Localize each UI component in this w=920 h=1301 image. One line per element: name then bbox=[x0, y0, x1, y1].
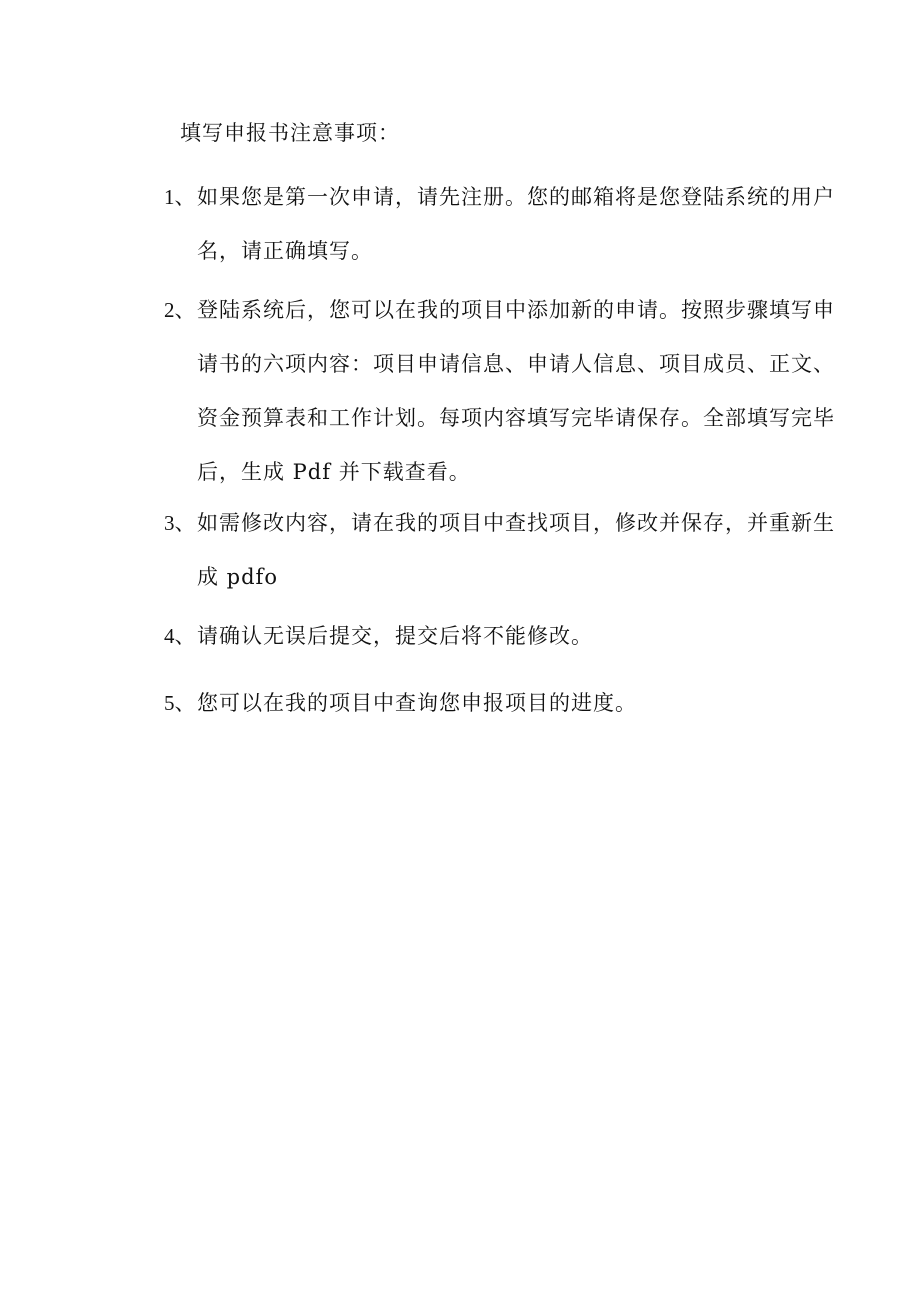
list-item bbox=[164, 676, 784, 730]
list-item-text bbox=[197, 609, 784, 663]
list-item bbox=[164, 283, 835, 499]
list-item-number: 5、 bbox=[164, 691, 196, 715]
list-item-line: 资金预算表和工作计划。每项内容填写完毕请保存。全部填写完毕 bbox=[197, 406, 835, 430]
list-item-line: 后，生成 Pdf 并下载查看。 bbox=[197, 460, 471, 484]
list-item-line: 如果您是第一次申请，请先注册。您的邮箱将是您登陆系统的用户 bbox=[197, 185, 835, 209]
list-item-text bbox=[197, 283, 835, 499]
list-item-line: 请书的六项内容：项目申请信息、申请人信息、项目成员、正文、 bbox=[197, 352, 835, 376]
list-item-text bbox=[197, 676, 784, 730]
list-item bbox=[164, 496, 835, 604]
list-item-number: 3、 bbox=[164, 511, 196, 535]
list-item bbox=[164, 609, 784, 663]
document-title: 填写申报书注意事项： bbox=[180, 121, 400, 145]
list-item-line: 如需修改内容，请在我的项目中查找项目，修改并保存，并重新生 bbox=[197, 511, 835, 535]
list-item-text bbox=[197, 496, 835, 604]
list-item-number: 2、 bbox=[164, 298, 196, 322]
list-item-line: 登陆系统后，您可以在我的项目中添加新的申请。按照步骤填写申 bbox=[197, 298, 835, 322]
list-item-line: 请确认无误后提交，提交后将不能修改。 bbox=[197, 624, 593, 648]
list-item-line: 您可以在我的项目中查询您申报项目的进度。 bbox=[197, 691, 637, 715]
list-item-line: 成 pdfo bbox=[197, 565, 278, 589]
list-item-line: 名，请正确填写。 bbox=[197, 239, 373, 263]
list-item-number: 4、 bbox=[164, 624, 196, 648]
list-item-text bbox=[197, 170, 835, 278]
list-item bbox=[164, 170, 835, 278]
list-item-number: 1、 bbox=[164, 185, 196, 209]
